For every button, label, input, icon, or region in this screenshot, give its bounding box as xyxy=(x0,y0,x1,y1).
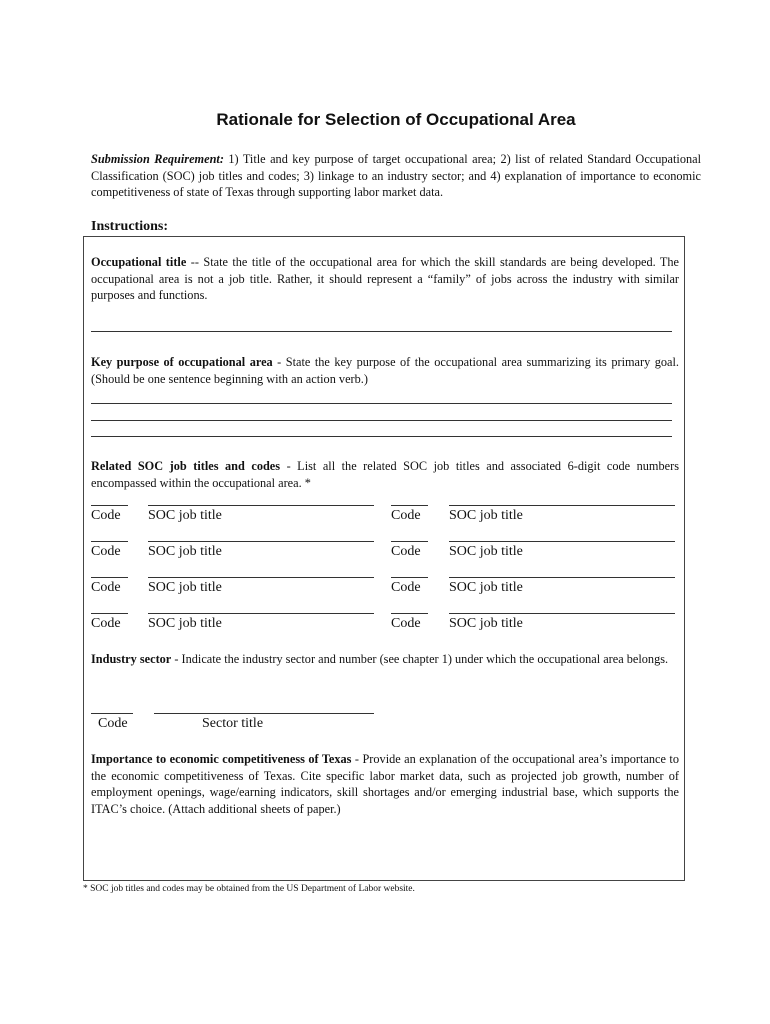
soc-code-label: Code xyxy=(91,508,121,523)
soc-code-blank[interactable] xyxy=(91,577,128,578)
soc-code-blank[interactable] xyxy=(391,505,428,506)
soc-code-label: Code xyxy=(91,616,121,631)
submission-requirement-text: 1) Title and key purpose of target occupational area; 2) list of related Standard Occupational Classification (SOC) job titles and codes; 3) linkage to an industry sector; and 4) explanation of importance to economic competitiveness of state of Texas through supporting labor market data. xyxy=(91,152,701,199)
industry-sector-text: - Indicate the industry sector and number (see chapter 1) under which the occupational area belongs. xyxy=(171,652,669,666)
soc-code-label: Code xyxy=(91,544,121,559)
footnote: * SOC job titles and codes may be obtained from the US Department of Labor website. xyxy=(83,884,415,894)
soc-title-label: SOC job title xyxy=(148,508,222,523)
page-title: Rationale for Selection of Occupational Area xyxy=(216,110,576,129)
soc-code-blank[interactable] xyxy=(91,613,128,614)
soc-title-blank[interactable] xyxy=(449,541,675,542)
industry-sector-label: Industry sector xyxy=(91,652,172,666)
key-purpose-answer-line-1[interactable] xyxy=(91,403,672,404)
key-purpose-label: Key purpose of occupational area xyxy=(91,355,273,369)
occupational-title-label: Occupational title xyxy=(91,255,187,269)
importance-text: - Provide an explanation of the occupational area’s importance to the economic competitiveness of Texas. Cite specific labor market data, such as projected job growth, number of employment openings, wage/earning indicators, skill shortages and/or emerging industrial base, which supports the ITAC’s choice. (Attach additional sheets of paper.) xyxy=(91,752,679,816)
sector-code-label: Code xyxy=(98,716,128,731)
soc-title-label: SOC job title xyxy=(148,544,222,559)
sector-title-blank[interactable] xyxy=(154,713,374,714)
soc-code-blank[interactable] xyxy=(91,505,128,506)
soc-code-blank[interactable] xyxy=(391,613,428,614)
soc-title-label: SOC job title xyxy=(449,544,523,559)
industry-sector-instruction xyxy=(91,651,679,668)
key-purpose-text: - State the key purpose of the occupational area summarizing its primary goal. (Should be one sentence beginning with an action verb.) xyxy=(91,355,679,386)
importance-label: Importance to economic competitiveness of Texas xyxy=(91,752,352,766)
soc-title-blank[interactable] xyxy=(148,541,374,542)
soc-code-label: Code xyxy=(391,544,421,559)
soc-code-label: Code xyxy=(391,508,421,523)
soc-title-blank[interactable] xyxy=(148,613,374,614)
occupational-title-answer-line[interactable] xyxy=(91,331,672,332)
related-soc-text: - List all the related SOC job titles and associated 6-digit code numbers encompassed within the occupational area. * xyxy=(91,459,679,490)
importance-instruction xyxy=(91,751,679,817)
key-purpose-instruction xyxy=(91,354,679,387)
soc-code-label: Code xyxy=(391,580,421,595)
soc-title-label: SOC job title xyxy=(148,616,222,631)
soc-code-blank[interactable] xyxy=(91,541,128,542)
soc-title-label: SOC job title xyxy=(449,580,523,595)
soc-title-label: SOC job title xyxy=(449,616,523,631)
soc-code-label: Code xyxy=(391,616,421,631)
soc-title-label: SOC job title xyxy=(148,580,222,595)
related-soc-label: Related SOC job titles and codes xyxy=(91,459,281,473)
sector-code-blank[interactable] xyxy=(91,713,133,714)
submission-requirement xyxy=(91,151,701,201)
sector-title-label: Sector title xyxy=(202,716,264,731)
occupational-title-instruction xyxy=(91,254,679,304)
submission-requirement-label: Submission Requirement: xyxy=(91,152,224,166)
key-purpose-answer-line-2[interactable] xyxy=(91,420,672,421)
soc-title-blank[interactable] xyxy=(449,505,675,506)
key-purpose-answer-line-3[interactable] xyxy=(91,436,672,437)
soc-title-blank[interactable] xyxy=(148,577,374,578)
related-soc-instruction xyxy=(91,458,679,491)
soc-title-blank[interactable] xyxy=(449,577,675,578)
instructions-label: Instructions: xyxy=(91,219,169,234)
soc-title-blank[interactable] xyxy=(449,613,675,614)
soc-title-blank[interactable] xyxy=(148,505,374,506)
occupational-title-text: -- State the title of the occupational area for which the skill standards are being developed. The occupational area is not a job title. Rather, it should represent a “family” of jobs across the industry with similar purposes and functions. xyxy=(91,255,679,302)
soc-code-blank[interactable] xyxy=(391,541,428,542)
soc-code-label: Code xyxy=(91,580,121,595)
soc-code-blank[interactable] xyxy=(391,577,428,578)
soc-title-label: SOC job title xyxy=(449,508,523,523)
